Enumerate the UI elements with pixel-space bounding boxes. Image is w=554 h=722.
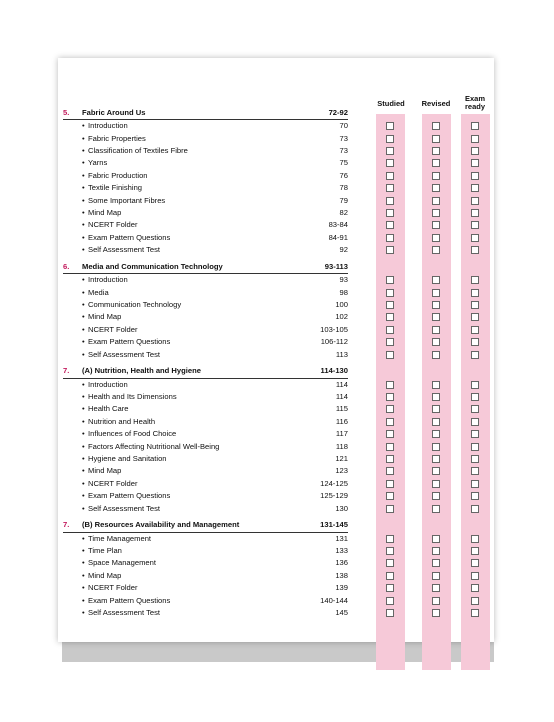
topic-pages: 93 [339,275,348,285]
bullet-icon: • [82,583,85,593]
revised-checkbox[interactable] [432,122,440,130]
studied-checkbox[interactable] [386,246,394,254]
bullet-icon: • [82,324,85,334]
topic-row [63,570,348,582]
exam-ready-checkbox[interactable] [471,209,479,217]
topic-row [63,453,348,465]
topic-pages: 84-91 [328,232,348,242]
bullet-icon: • [82,404,85,414]
exam-ready-checkbox[interactable] [471,393,479,401]
revised-checkbox[interactable] [432,559,440,567]
revised-checkbox[interactable] [432,535,440,543]
topic-title: NCERT Folder [88,220,138,230]
bullet-icon: • [82,337,85,347]
topic-pages: 73 [339,145,348,155]
studied-checkbox[interactable] [386,505,394,513]
exam-ready-checkbox[interactable] [471,609,479,617]
studied-checkbox[interactable] [386,184,394,192]
topic-pages: 75 [339,158,348,168]
topic-row [63,428,348,440]
topic-row [63,391,348,403]
revised-checkbox[interactable] [432,172,440,180]
topic-row [63,503,348,515]
topic-pages: 136 [335,558,348,568]
exam-ready-checkbox[interactable] [471,559,479,567]
topic-title: Self Assessment Test [88,349,161,359]
topic-pages: 133 [335,545,348,555]
topic-title: Fabric Production [88,170,148,180]
revised-checkbox[interactable] [432,147,440,155]
chapter-title: Fabric Around Us [82,108,146,117]
exam-ready-checkbox[interactable] [471,584,479,592]
topic-pages: 100 [335,299,348,309]
studied-checkbox[interactable] [386,135,394,143]
topic-title: Exam Pattern Questions [88,337,171,347]
topic-pages: 83-84 [328,220,348,230]
studied-checkbox[interactable] [386,351,394,359]
studied-checkbox[interactable] [386,159,394,167]
topic-title: Introduction [88,275,128,285]
exam-ready-checkbox[interactable] [471,159,479,167]
exam-ready-checkbox[interactable] [471,289,479,297]
revised-header: Revised [421,99,451,108]
revised-checkbox[interactable] [432,246,440,254]
bullet-icon: • [82,441,85,451]
topic-pages: 113 [335,349,348,359]
bullet-icon: • [82,207,85,217]
topic-pages: 73 [339,133,348,143]
studied-checkbox[interactable] [386,313,394,321]
topic-pages: 117 [335,429,348,439]
topic-row [63,582,348,594]
topic-title: Self Assessment Test [88,503,161,513]
topic-row [63,349,348,361]
topic-title: Communication Technology [88,299,182,309]
studied-checkbox[interactable] [386,234,394,242]
topic-pages: 82 [339,207,348,217]
exam-ready-header-line1: Exam [464,94,485,103]
topic-title: NCERT Folder [88,583,138,593]
revised-checkbox[interactable] [432,326,440,334]
topic-row [63,545,348,557]
exam-ready-checkbox[interactable] [471,172,479,180]
topic-title: Mind Map [88,312,122,322]
topic-row [63,195,348,207]
topic-row [63,244,348,256]
revised-checkbox[interactable] [432,338,440,346]
topic-row [63,311,348,323]
topic-row [63,416,348,428]
studied-checkbox[interactable] [386,584,394,592]
exam-ready-checkbox[interactable] [471,572,479,580]
chapter-number: 7. [63,366,70,376]
studied-checkbox[interactable] [386,455,394,463]
topic-pages: 78 [339,183,348,193]
revised-checkbox[interactable] [432,197,440,205]
bullet-icon: • [82,545,85,555]
topic-title: Yarns [88,158,108,168]
topic-pages: 138 [335,570,348,580]
chapter-pages: 72-92 [328,108,348,117]
chapter-pages: 131-145 [320,520,348,530]
revised-checkbox[interactable] [432,135,440,143]
bullet-icon: • [82,607,85,617]
studied-checkbox[interactable] [386,467,394,475]
topic-pages: 106-112 [320,337,348,347]
table-of-contents [63,107,348,619]
studied-checkbox[interactable] [386,147,394,155]
exam-ready-header-line2: ready [464,102,485,111]
exam-ready-checkbox[interactable] [471,122,479,130]
chapter-heading [63,107,348,120]
chapter-title: Media and Communication Technology [82,261,223,271]
exam-ready-checkbox[interactable] [471,480,479,488]
exam-ready-checkbox[interactable] [471,313,479,321]
topic-row [63,182,348,194]
studied-checkbox[interactable] [386,480,394,488]
bullet-icon: • [82,416,85,426]
bullet-icon: • [82,570,85,580]
revised-checkbox[interactable] [432,547,440,555]
topic-pages: 76 [339,170,348,180]
topic-title: Fabric Properties [88,133,146,143]
topic-pages: 131 [335,533,348,543]
topic-title: Mind Map [88,570,122,580]
studied-checkbox[interactable] [386,572,394,580]
topic-title: Health Care [88,404,129,414]
studied-checkbox[interactable] [386,418,394,426]
revised-checkbox[interactable] [432,393,440,401]
studied-checkbox[interactable] [386,289,394,297]
topic-row [63,324,348,336]
topic-row [63,490,348,502]
bullet-icon: • [82,349,85,359]
topic-title: Space Management [88,558,156,568]
topic-title: Mind Map [88,207,122,217]
exam-ready-checkbox[interactable] [471,246,479,254]
bullet-icon: • [82,275,85,285]
exam-ready-checkbox[interactable] [471,135,479,143]
exam-ready-checkbox[interactable] [471,535,479,543]
bullet-icon: • [82,558,85,568]
bullet-icon: • [82,133,85,143]
topic-pages: 140-144 [320,595,348,605]
topic-row [63,299,348,311]
studied-checkbox[interactable] [386,338,394,346]
revised-checkbox[interactable] [432,609,440,617]
studied-checkbox[interactable] [386,301,394,309]
bullet-icon: • [82,232,85,242]
topic-pages: 125-129 [320,491,348,501]
topic-pages: 139 [335,583,348,593]
topic-title: Classification of Textiles Fibre [88,145,188,155]
bullet-icon: • [82,478,85,488]
studied-checkbox[interactable] [386,276,394,284]
revised-checkbox[interactable] [432,184,440,192]
exam-ready-checkbox[interactable] [471,547,479,555]
chapter-number: 6. [63,261,70,271]
bullet-icon: • [82,245,85,255]
bullet-icon: • [82,595,85,605]
topic-title: Introduction [88,121,128,131]
bullet-icon: • [82,195,85,205]
bullet-icon: • [82,379,85,389]
topic-row [63,441,348,453]
bullet-icon: • [82,312,85,322]
studied-checkbox[interactable] [386,609,394,617]
topic-title: Self Assessment Test [88,245,161,255]
bullet-icon: • [82,299,85,309]
topic-row [63,336,348,348]
bullet-icon: • [82,183,85,193]
exam-ready-checkbox[interactable] [471,221,479,229]
topic-title: Textile Finishing [88,183,143,193]
exam-ready-checkbox[interactable] [471,326,479,334]
topic-row [63,145,348,157]
topic-row [63,133,348,145]
exam-ready-checkbox[interactable] [471,381,479,389]
studied-checkbox[interactable] [386,443,394,451]
revised-checkbox[interactable] [432,584,440,592]
topic-row [63,232,348,244]
revised-checkbox[interactable] [432,480,440,488]
studied-header: Studied [377,99,405,108]
exam-ready-checkbox[interactable] [471,276,479,284]
topic-pages: 123 [335,466,348,476]
topic-title: NCERT Folder [88,478,138,488]
topic-pages: 118 [335,441,348,451]
studied-checkbox[interactable] [386,381,394,389]
bullet-icon: • [82,287,85,297]
topic-title: Nutrition and Health [88,416,156,426]
topic-row [63,607,348,619]
topic-row [63,403,348,415]
revised-checkbox[interactable] [432,159,440,167]
bullet-icon: • [82,170,85,180]
revised-checkbox[interactable] [432,313,440,321]
revised-checkbox[interactable] [432,221,440,229]
chapter-title: (B) Resources Availability and Management [82,520,240,530]
topic-title: NCERT Folder [88,324,138,334]
topic-pages: 103-105 [320,324,348,334]
topic-pages: 79 [339,195,348,205]
topic-pages: 145 [335,607,348,617]
bullet-icon: • [82,391,85,401]
revised-checkbox[interactable] [432,467,440,475]
revised-checkbox[interactable] [432,492,440,500]
studied-checkbox[interactable] [386,326,394,334]
exam-ready-checkbox[interactable] [471,597,479,605]
revised-checkbox[interactable] [432,430,440,438]
topic-title: Exam Pattern Questions [88,491,171,501]
chapter-number: 5. [63,108,70,117]
topic-row [63,274,348,286]
exam-ready-checkbox[interactable] [471,338,479,346]
studied-checkbox[interactable] [386,492,394,500]
bullet-icon: • [82,158,85,168]
topic-pages: 114 [335,379,348,389]
revised-checkbox[interactable] [432,234,440,242]
bullet-icon: • [82,453,85,463]
bullet-icon: • [82,220,85,230]
exam-ready-checkbox[interactable] [471,467,479,475]
chapter-heading [63,261,348,274]
exam-ready-checkbox[interactable] [471,455,479,463]
topic-pages: 121 [335,453,348,463]
exam-ready-checkbox[interactable] [471,197,479,205]
topic-row [63,157,348,169]
topic-title: Self Assessment Test [88,607,161,617]
exam-ready-checkbox[interactable] [471,301,479,309]
revised-checkbox[interactable] [432,289,440,297]
topic-pages: 98 [339,287,348,297]
exam-ready-checkbox[interactable] [471,430,479,438]
bullet-icon: • [82,533,85,543]
topic-title: Media [88,287,109,297]
studied-checkbox[interactable] [386,221,394,229]
topic-pages: 115 [335,404,348,414]
topic-title: Time Management [88,533,152,543]
studied-checkbox[interactable] [386,597,394,605]
exam-ready-checkbox[interactable] [471,234,479,242]
topic-title: Influences of Food Choice [88,429,177,439]
topic-row [63,120,348,132]
topic-title: Mind Map [88,466,122,476]
chapter-pages: 114-130 [320,366,348,376]
bullet-icon: • [82,121,85,131]
revised-checkbox[interactable] [432,351,440,359]
topic-row [63,219,348,231]
revised-checkbox[interactable] [432,572,440,580]
studied-checkbox[interactable] [386,547,394,555]
bullet-icon: • [82,466,85,476]
studied-checkbox[interactable] [386,559,394,567]
exam-ready-checkbox[interactable] [471,505,479,513]
revised-checkbox[interactable] [432,276,440,284]
exam-ready-checkbox[interactable] [471,184,479,192]
topic-row [63,465,348,477]
studied-checkbox[interactable] [386,209,394,217]
topic-row [63,533,348,545]
topic-row [63,595,348,607]
topic-title: Factors Affecting Nutritional Well-Being [88,441,220,451]
chapter-heading [63,365,348,378]
exam-ready-checkbox[interactable] [471,405,479,413]
topic-title: Introduction [88,379,128,389]
topic-title: Time Plan [88,545,122,555]
topic-row [63,379,348,391]
topic-row [63,287,348,299]
studied-checkbox[interactable] [386,430,394,438]
topic-pages: 116 [335,416,348,426]
topic-pages: 124-125 [320,478,348,488]
bullet-icon: • [82,503,85,513]
revised-checkbox[interactable] [432,455,440,463]
toc-page-content [58,58,494,642]
topic-title: Exam Pattern Questions [88,595,171,605]
exam-ready-checkbox[interactable] [471,443,479,451]
studied-checkbox[interactable] [386,535,394,543]
chapter-number: 7. [63,520,70,530]
topic-pages: 92 [339,245,348,255]
revised-checkbox[interactable] [432,597,440,605]
exam-ready-checkbox[interactable] [471,147,479,155]
topic-row [63,557,348,569]
topic-title: Hygiene and Sanitation [88,453,167,463]
revised-checkbox[interactable] [432,209,440,217]
revised-checkbox[interactable] [432,418,440,426]
topic-title: Exam Pattern Questions [88,232,171,242]
topic-pages: 102 [335,312,348,322]
revised-checkbox[interactable] [432,301,440,309]
exam-ready-checkbox[interactable] [471,492,479,500]
topic-row [63,207,348,219]
exam-ready-checkbox[interactable] [471,351,479,359]
chapter-heading [63,519,348,532]
toc-page [58,58,494,642]
topic-title: Health and Its Dimensions [88,391,177,401]
topic-row [63,478,348,490]
revised-checkbox[interactable] [432,381,440,389]
studied-checkbox[interactable] [386,393,394,401]
topic-pages: 130 [335,503,348,513]
chapter-title: (A) Nutrition, Health and Hygiene [82,366,201,376]
studied-checkbox[interactable] [386,197,394,205]
topic-pages: 70 [339,121,348,131]
topic-title: Some Important Fibres [88,195,166,205]
topic-row [63,170,348,182]
studied-checkbox[interactable] [386,122,394,130]
revised-checkbox[interactable] [432,443,440,451]
exam-ready-header [455,95,495,111]
studied-checkbox[interactable] [386,172,394,180]
revised-checkbox[interactable] [432,405,440,413]
bullet-icon: • [82,145,85,155]
bullet-icon: • [82,429,85,439]
bullet-icon: • [82,491,85,501]
studied-checkbox[interactable] [386,405,394,413]
exam-ready-checkbox[interactable] [471,418,479,426]
revised-checkbox[interactable] [432,505,440,513]
chapter-pages: 93-113 [324,261,348,271]
topic-pages: 114 [335,391,348,401]
